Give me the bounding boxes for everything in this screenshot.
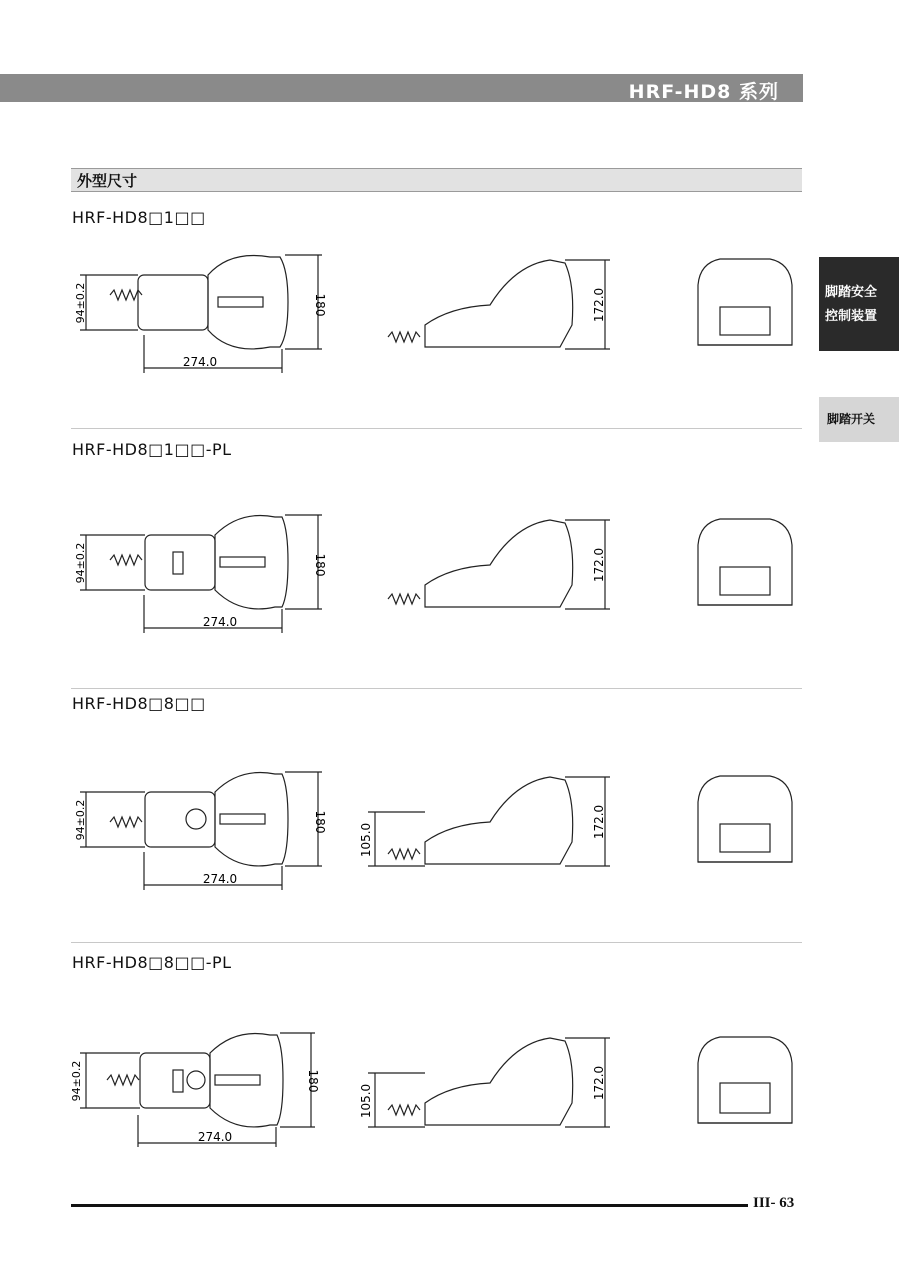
pitch-dimension: 94±0.2 [74, 542, 87, 584]
front-view-guard [720, 307, 770, 335]
side-tab-foot-safety-control[interactable] [819, 257, 899, 351]
height-dimension: 172.0 [592, 804, 606, 840]
side-tab-foot-switch[interactable] [819, 397, 899, 442]
side-tab-label-line1: 脚踏安全 [825, 285, 878, 300]
height-dimension: 172.0 [592, 1065, 606, 1101]
front-view-body [698, 259, 792, 345]
cable-spring [110, 290, 142, 300]
top-view-housing [138, 275, 208, 330]
height-dimension: 172.0 [592, 287, 606, 323]
dimension-drawing [70, 762, 810, 892]
side-tab-label-line2: 控制装置 [825, 309, 878, 324]
page-number: III- 63 [753, 1195, 795, 1211]
pitch-dimension: 94±0.2 [74, 282, 87, 324]
top-view-pedal [208, 255, 288, 348]
model-label: HRF-HD8□1□□ [72, 208, 206, 227]
side-height-dimension: 105.0 [359, 1083, 373, 1119]
pitch-dimension: 94±0.2 [74, 799, 87, 841]
pitch-dimension: 94±0.2 [70, 1060, 83, 1102]
side-cable-spring [388, 332, 420, 342]
depth-dimension: 180 [313, 810, 327, 834]
section-title: 外型尺寸 [77, 172, 138, 190]
side-tab-label: 脚踏开关 [827, 412, 876, 426]
header-bar [0, 74, 803, 102]
depth-dimension: 180 [306, 1069, 320, 1093]
width-dimension: 274.0 [202, 615, 238, 629]
height-dimension: 172.0 [592, 547, 606, 583]
dimension-drawing [70, 1025, 810, 1155]
dimension-drawing [70, 505, 810, 635]
footer-rule [71, 1204, 748, 1207]
dimension-drawing [70, 245, 810, 375]
width-dimension: 274.0 [182, 355, 218, 369]
model-label: HRF-HD8□8□□-PL [72, 953, 232, 972]
model-label: HRF-HD8□1□□-PL [72, 440, 232, 459]
section-divider [71, 428, 802, 429]
depth-dimension: 180 [313, 553, 327, 577]
series-title: HRF-HD8 系列 [628, 81, 779, 103]
depth-dimension: 180 [313, 293, 327, 317]
side-height-dimension: 105.0 [359, 822, 373, 858]
top-view-slot [218, 297, 263, 307]
section-divider [71, 688, 802, 689]
top-view-button [186, 809, 206, 829]
width-dimension: 274.0 [197, 1130, 233, 1144]
section-heading-bar [71, 168, 802, 192]
section-divider [71, 942, 802, 943]
width-dimension: 274.0 [202, 872, 238, 886]
model-label: HRF-HD8□8□□ [72, 694, 206, 713]
side-view-body [425, 260, 573, 347]
